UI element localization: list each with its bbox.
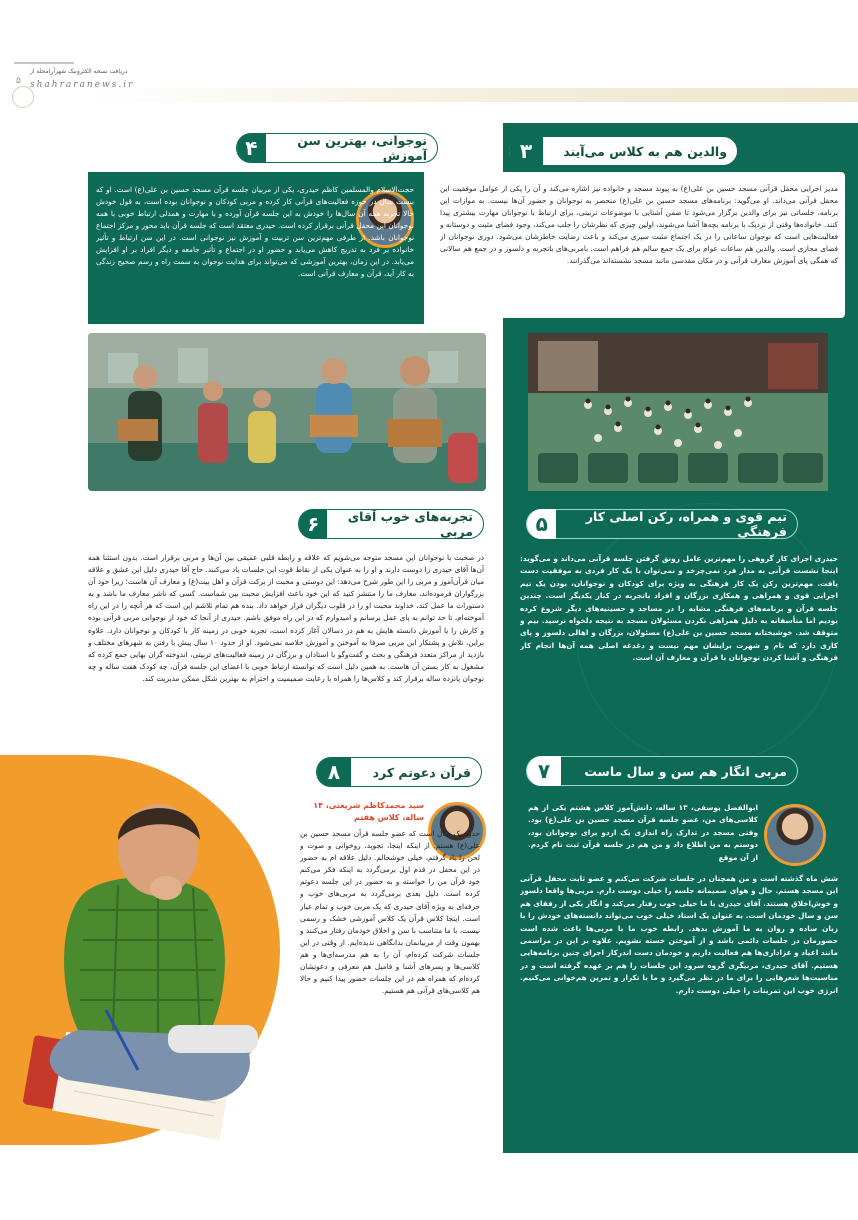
section5-title: تیم قوی و همراه، رکن اصلی کار فرهنگی — [585, 509, 787, 539]
section8-number: ۸ — [317, 757, 351, 787]
section4-title: نوجوانی، بهترین سن آموزش — [297, 133, 427, 163]
section3-title: والدین هم به کلاس می‌آیند — [563, 143, 727, 159]
section4-title-pill — [236, 133, 438, 163]
section5-number: ۵ — [527, 509, 556, 539]
section8-text: حدود یک سال است که عضو جلسه قرآن مسجد حسین بن علی(ع) هستم. از اینکه اینجا، تجوید، روخوانی و صوت و لحن را یاد گرفتم، خیلی خوشحالم. دلیل علاقه ام به حضور در این محفل در قدم اول برمی‌گردد به اینکه فکر می‌کنم خود قرآن من را خواسته و به حضور در این جلسه دعوتم کرده است. دلیل بعدی برمی‌گردد به مربی‌های خوب و حرفه‌ای به ویژه آقای حیدری که یک مربی خوب و تمام عیار است. اینجا کلاس قرآن یک کلاس آموزشی خشک و رسمی نیست، با ما متناسب با سن و اخلاق خودمان رفتار می‌کنند و بهمون وقت از مربیانمان بدانگاهی ندیده‌ایم. از وقتی در این جلسات شرکت کرده‌ام، آن را به هم مدرسه‌ای‌ها و هم کلاسی‌ها و پسرهای آشنا و فامیل هم معرفی و دعوتشان کرده‌ام که همراه هم در این جلسات حضور پیدا کنیم و حالا هم کلاسی‌های قرآنی هم هستیم. — [300, 829, 480, 996]
section6-number: ۶ — [299, 509, 327, 539]
page-number-ring — [12, 86, 34, 108]
header-rule — [14, 62, 74, 64]
section6-title-pill — [298, 509, 484, 539]
section3-title-pill — [508, 136, 738, 166]
section6-text: در صحبت با نوجوانان این مسجد متوجه می‌شویم که علاقه و رابطه قلبی عمیقی بین آن‌ها و مربی برقرار است. بدون استثنا همه آن‌ها آقای حیدری را دوست دارند و او را به عنوان یکی از نقاط قوت این جلسات یاد می‌کنند. حاج آقا حیدری دلیل این عشق و علاقه میان قرآن‌آموز و مربی را این طور شرح می‌دهد: این دوستی و محبت از برکت قرآن و اهل بیت(ع) و معارف آن هاست؛ زیرا خود آن بزرگواران فرموده‌اند، معارف ما را منتشر کنید که این خود باعث افزایش محبت بین شماست. کسی که ناشر معارف ما باشد و به دستورات ما عمل کند، خداوند محبت او را در قلوب دیگران قرار خواهد داد. بنده هم تمام تلاشم این است که هر آنچه را در این راه آموخته‌ام، تا حد توانم به پای عمل برسانم و امیدوارم که در این راه موفق باشم. حیدری از آنجا که خود از نوجوانی مربی قرآنی بوده و کارش را با آموزش دانسته هایش به هم در دسالان آغاز کرده است، تجربه خوبی در زمینه کار با کودکان و نوجوانان دارد. علاوه براین، تلاش و پشتکار این مربی صرفا به آموختن و آموزش خلاصه نمی‌شود. او از حدود ۱۰ سال پیش با رفتن به شهرهای مختلف و بازدید از مراکز متعدد فرهنگی و بحث و گفت‌وگو با استادان و برزگان در زمینه فعالیت‌های تربیتی، اندوخته گران بهایی جمع کرده که مشغول به کار بستن آن هاست. به همین دلیل است که توانسته ارتباط خوبی با اعضای این جلسه قرآن، چه کودک هفت ساله و چه نوجوان پانزده ساله برقرار کند و کلاس‌ها را همراه با رعایت صمیمیت و احترام به بهترین شکل ممکن مدیریت کند. — [88, 553, 484, 683]
section6-title: تجربه‌های خوب آقای مربی — [347, 509, 473, 539]
section8-title-pill — [316, 757, 482, 787]
section3-number: ۳ — [509, 136, 543, 166]
boy-writing-illustration — [18, 770, 280, 1150]
section5-text: حیدری اجرای کار گروهی را مهم‌ترین عامل رونق گرفتن جلسه قرآنی می‌داند و می‌گوید: اینجا نشست قرآنی به مدار فرد نمی‌چرخد و نمی‌توان با یک کار فردی به موفقیت دست یافت. مهم‌ترین رکن یک کار فرهنگی به ویژه برای کودکان و نوجوانان، بودن یک تیم اجرایی قوی و همراهی و همکاری بزرگان و افراد باتجربه در کنار یکدیگر است. چندین جلسه قرآن و برنامه‌های فرهنگی مشابه را در مساجد و حسینیه‌های دیگر شروع کرده بودیم اما متأسفانه به دلیل همراهی نکردن مسئولان مسجد به نتیجه دلخواه نرسید. بیم و متوقف شد. خوشبختانه مسجد حسین بن علی(ع) مسئولان، بزرگان و اهالی دلسوز و پای کاری دارد که نام و شهرت برایشان مهم نیست و دغدغه اصلی همه آن‌ها انجام کار فرهنگی و آشنا کردن نوجوانان با قرآن و معارف آن است. — [520, 554, 838, 663]
section8-byline: سید محمدکاظم شریعتی، ۱۴ ساله، کلاس هفتم — [313, 801, 424, 822]
section7-lead: ابوالفضل یوسفی، ۱۳ ساله، دانش‌آموز کلاس هشتم یکی از هم کلاسی‌های من، عضو جلسه قرآن مسجد حسین بن علی(ع) بود. وقتی مسجد در تدارک راه اندازی یک اردو برای نوجوانان بود، دوستم به من اطلاع داد و من هم در جلسه قرآن ثبت نام کردم. از آن موقع — [528, 803, 758, 862]
section8-title: قرآن دعوتم کرد — [372, 764, 471, 780]
header-site[interactable]: shahraranews.ir — [30, 80, 135, 90]
boy-writing-photo — [18, 770, 280, 1150]
section3-text: مدیر اجرایی محفل قرآنی مسجد حسین بن علی(ع) به پیوند مسجد و خانواده نیز اشاره می‌کند و آن را یکی از عوامل موفقیت این محفل قرآنی می‌داند. او می‌گوید: برنامه‌های مسجد حسین بن علی(ع) منحصر به نوجوانان و حضور آن‌ها نیست. به موازات این برنامه، جلساتی نیز برای والدین برگزار می‌شود تا ضمن آشنایی با موضوعات تربیتی، برای ارتباط با نوجوانان مهارت بیشتری پیدا کنند. خانواده‌ها وقتی از نزدیک با برنامه بچه‌ها آشنا می‌شوند، اولین چیزی که نظرشان را جلب می‌کند، وجود فضای مثبت و دوستانه و فعالیت‌هایی است که نوجوان ساعاتی را در یک اجتماع مثبت سپری می‌کند و باعث رضایت خاطرشان می‌شود. دوری نوجوانان از فضای مجازی است. والدین هم ساعات عوام برای یک جمع سالم هم فراهم است. بامربی‌های باتجربه و دلسوز و در جمع هم سالانی که همگی پای آموزش معارف قرآنی و در مکان مقدسی مانند مسجد نشسته‌اند می‌گذرانند. — [440, 184, 838, 265]
children-photo — [88, 333, 486, 491]
section5-title-pill — [526, 509, 798, 539]
section7-title-pill — [526, 756, 798, 786]
mosque-group-photo — [528, 333, 828, 491]
section4-text: حجت‌الاسلام والمسلمین کاظم حیدری، یکی از مربیان جلسه قرآن مسجد حسین بن علی(ع) است. او که بیست سال در حوزه فعالیت‌های قرآنی کار کرده و مربی کودکان و نوجوانان بوده است، به قول خودش حالا تجربه همه آن سال‌ها را خودش به این جلسه قرآن آورده و با مهارت و همدلی ارتباط خوبی با همه نوجوانان این محفل قرآنی برقرار کرده است. حیدری معتقد است که جلسه قرآن باید محور و مرکز اجتماع نوجوانان باشد. از طرفی مهم‌ترین سن تربیت و آموزش نیز نوجوانی است. در این سن ارتباط و تأثیر خانواده بر فرد به تدریج کاهش می‌یابد و حضور او در اجتماع و تأثیر جامعه و دیگر افراد بر او افزایش می‌یابد. در این زمان، بهترین آموزشی که می‌تواند برای هدایت نوجوان به سمت راه و رسم صحیح زندگی به کار آید، قرآن و معارف قرآنی است. — [96, 185, 414, 278]
header-band — [88, 88, 858, 102]
section3-photo — [528, 333, 828, 491]
section4-number: ۴ — [237, 133, 266, 163]
header-small-text: دریافت نسخه الکترونیک شهرآرامحله از — [30, 68, 128, 75]
boys-books-photo — [88, 333, 486, 491]
section7-number: ۷ — [527, 756, 561, 786]
section7-text: شش ماه گذشته است و من همچنان در جلسات شرکت می‌کنم و عضو ثابت محفل قرآنی این مسجد هستم. حال و هوای صمیمانه جلسه را خیلی دوست دارم. مربی‌ها واقعا دلسوز و خوش‌اخلاق هستند. آقای حیدری با ما خیلی خوب رفتار می‌کند و انگار یکی از رفقای هم سن و سال خودمان است. به عنوان یک استاد خیلی خوب می‌تواند دانسته‌های خودش را با زبان ساده و روان به ما آموزش بدهد. رابطه خوب ما با مربی‌ها باعث شده است حضورمان در جلسات دائمی باشد و از آموختن خسته نشویم. علاوه بر این در مراسمی مانند اعیاد و عزاداری‌ها هم فعالیت داریم و خودمان دست اندرکار اجرای چنین برنامه‌هایی هستیم. آقای حیدری، مربیگری گروه سرود این جلسات را هم بر عهده گرفته است و در مناسبت‌ها شعرهایی را برای ما در نظر می‌گیرد و ما با تکرار و تمرین هم‌خوانی می‌کنیم. انرژی خوب این تمرینات را خیلی دوست دارم. — [520, 874, 838, 995]
page-number: ۵ — [16, 76, 21, 86]
section7-avatar — [764, 804, 826, 866]
section7-title: مربی انگار هم سن و سال ماست — [584, 763, 787, 779]
